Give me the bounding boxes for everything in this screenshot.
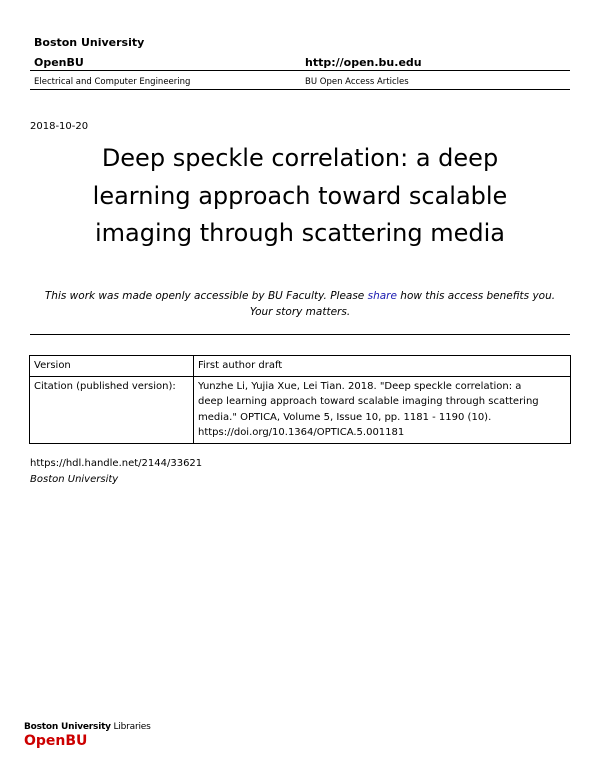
document-title — [40, 140, 560, 253]
handle-link[interactable]: https://hdl.handle.net/2144/33621 — [30, 458, 203, 469]
title-line: learning approach toward scalable — [92, 181, 508, 210]
access-note-text: This work was made openly accessible by BU Faculty. Please — [44, 290, 368, 302]
access-note — [30, 289, 570, 320]
share-link[interactable]: share — [367, 290, 397, 302]
access-note-tagline: Your story matters. — [249, 305, 351, 318]
table-row — [30, 356, 571, 377]
citation-line: deep learning approach toward scalable imaging through scattering — [198, 396, 539, 408]
repository-url[interactable]: http://open.bu.edu — [305, 56, 422, 69]
version-label: Version — [30, 356, 194, 377]
header-rule-top — [30, 70, 570, 71]
publication-date: 2018-10-20 — [30, 121, 89, 132]
footer-logo-openbu: OpenBU — [24, 733, 88, 749]
collection-name: BU Open Access Articles — [305, 77, 409, 87]
footer-logo-university: Boston University — [24, 722, 111, 732]
footer-logo-title — [24, 722, 151, 732]
access-note-text-end: how this access benefits you. — [396, 290, 556, 302]
institution-name: Boston University — [34, 36, 145, 49]
table-row — [30, 376, 571, 443]
version-value: First author draft — [194, 356, 571, 377]
university-name: Boston University — [30, 474, 119, 485]
title-line: Deep speckle correlation: a deep — [101, 144, 499, 172]
metadata-table — [29, 355, 571, 444]
citation-doi[interactable]: https://doi.org/10.1364/OPTICA.5.001181 — [198, 427, 405, 439]
repository-row — [34, 56, 570, 70]
citation-value — [194, 376, 571, 443]
citation-line: Yunzhe Li, Yujia Xue, Lei Tian. 2018. "Deep speckle correlation: a — [198, 380, 522, 392]
section-rule — [30, 334, 570, 335]
citation-label: Citation (published version): — [30, 376, 194, 443]
department-name: Electrical and Computer Engineering — [34, 77, 191, 87]
header-rule-bottom — [30, 89, 570, 90]
title-line: imaging through scattering media — [94, 219, 505, 247]
citation-line: media." OPTICA, Volume 5, Issue 10, pp. 1181 - 1190 (10). — [198, 411, 492, 423]
footer-logo-libraries: Libraries — [110, 722, 151, 732]
repository-name: OpenBU — [34, 56, 84, 69]
